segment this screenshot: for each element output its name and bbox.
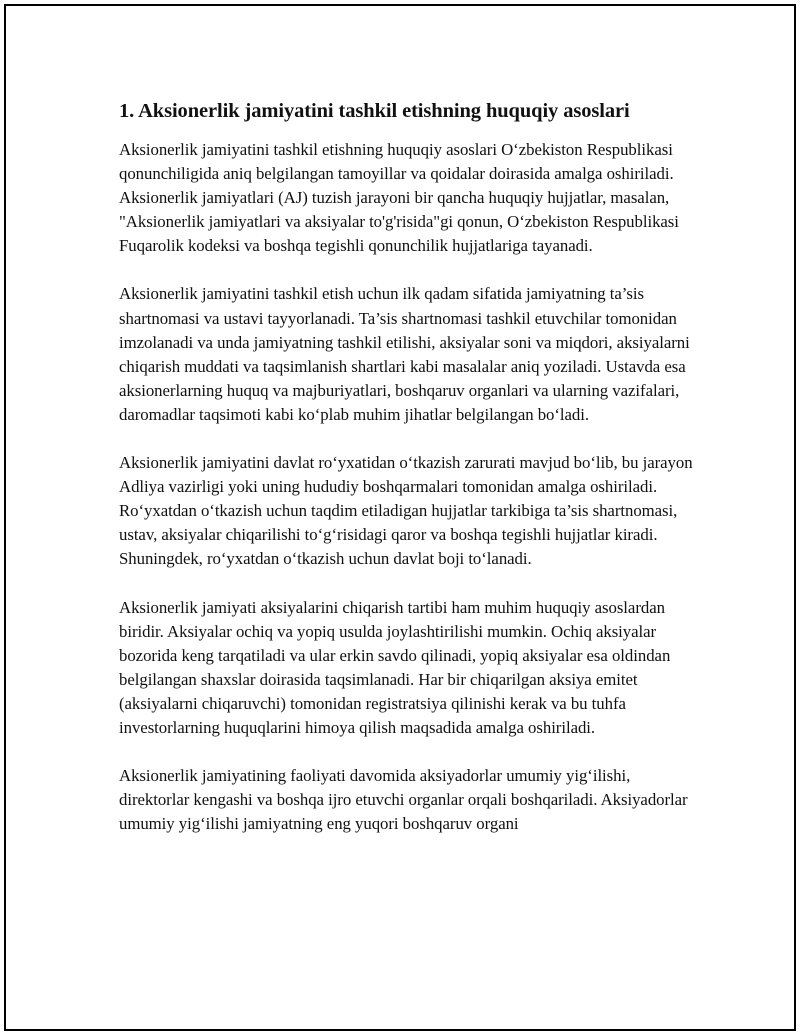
paragraph-legal-basis: Aksionerlik jamiyatini tashkil etishning huquqiy asoslari O‘zbekiston Respublikasi qonunchiligida aniq belgilangan tamoyillar va qoidalar doirasida amalga oshiriladi. Aksionerlik jamiyatlari (AJ) tuzish jarayoni bir qancha huquqiy hujjatlar, masalan, "Aksionerlik jamiyatlari va aksiyalar to'g'risida"gi qonun, O‘zbekiston Respublikasi Fuqarolik kodeksi va boshqa tegishli qonunchilik hujjatlariga tayanadi. bbox=[119, 140, 679, 256]
paragraph-founding-documents: Aksionerlik jamiyatini tashkil etish uchun ilk qadam sifatida jamiyatning ta’sis shartnomasi va ustavi tayyorlanadi. Ta’sis shartnomasi tashkil etuvchilar tomonidan imzolanadi va unda jamiyatning tashkil etilishi, aksiyalar soni va miqdori, aksiyalarni chiqarish muddati va taqsimlanish shartlari kabi masalalar aniq yoziladi. Ustavda esa aksionerlarning huquq va majburiyatlari, boshqaruv organlari va ularning vazifalari, daromadlar taqsimoti kabi ko‘plab muhim jihatlar belgilangan bo‘ladi. bbox=[119, 284, 690, 424]
paragraph-state-registration: Aksionerlik jamiyatini davlat ro‘yxatidan o‘tkazish zarurati mavjud bo‘lib, bu jarayon Adliya vazirligi yoki uning hududiy boshqarmalari tomonidan amalga oshiriladi. Ro‘yxatdan o‘tkazish uchun taqdim etiladigan hujjatlar tarkibiga ta’sis shartnomasi, ustav, aksiyalar chiqarilishi to‘g‘risidagi qaror va boshqa tegishli hujjatlar kiradi. Shuningdek, ro‘yxatdan o‘tkazish uchun davlat boji to‘lanadi. bbox=[119, 453, 693, 569]
paragraph-governance: Aksionerlik jamiyatining faoliyati davomida aksiyadorlar umumiy yig‘ilishi, direktorlar kengashi va boshqa ijro etuvchi organlar orqali boshqariladi. Aksiyadorlar umumiy yig‘ilishi jamiyatning eng yuqori boshqaruv organi bbox=[119, 766, 688, 834]
page-frame bbox=[4, 4, 796, 1031]
paragraph-share-issuance: Aksionerlik jamiyati aksiyalarini chiqarish tartibi ham muhim huquqiy asoslardan biridir. Aksiyalar ochiq va yopiq usulda joylashtirilishi mumkin. Ochiq aksiyalar bozorida keng tarqatiladi va ular erkin savdo qilinadi, yopiq aksiyalar esa oldindan belgilangan shaxslar doirasida taqsimlanadi. Har bir chiqarilgan aksiya emitet (aksiyalarni chiqaruvchi) tomonidan registratsiya qilinishi kerak va bu tuhfa investorlarning huquqlarini himoya qilish maqsadida amalga oshiriladi. bbox=[119, 597, 671, 737]
document-body bbox=[119, 98, 699, 860]
document-title: 1. Aksionerlik jamiyatini tashkil etishning huquqiy asoslari bbox=[119, 100, 630, 122]
